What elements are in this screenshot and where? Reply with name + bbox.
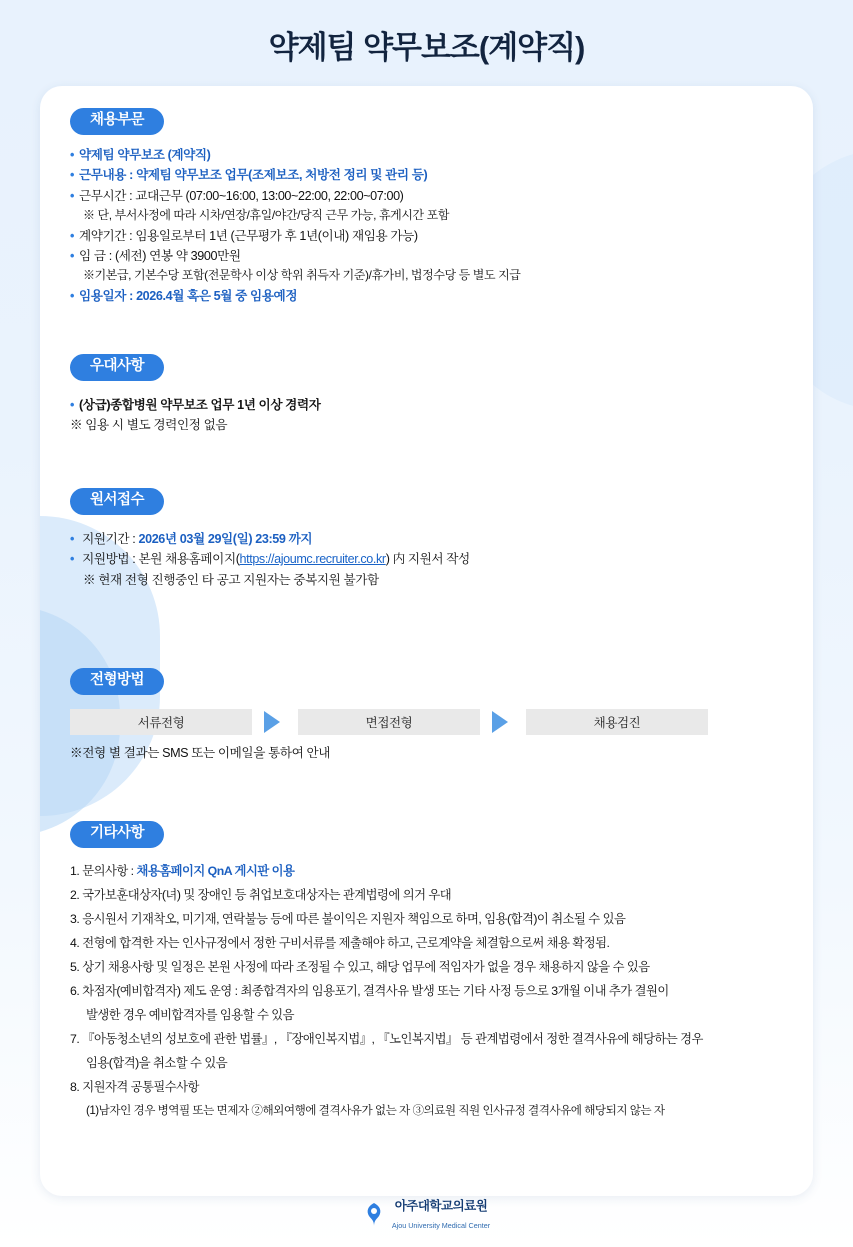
section-etc-title: 기타사항 xyxy=(70,821,164,848)
application-method xyxy=(70,549,790,569)
etc-item-3-num: 3. xyxy=(70,911,80,926)
application-method-post: ) 内 지원서 작성 xyxy=(385,552,470,567)
process-step-2: 면접전형 xyxy=(298,709,480,735)
poster-header xyxy=(0,0,853,65)
section-recruit-body xyxy=(70,145,790,306)
section-application xyxy=(70,488,790,590)
application-period-label: 지원기간 : xyxy=(82,531,139,546)
process-step-3: 채용검진 xyxy=(526,709,708,735)
recruit-line-2: • 근무내용 : 약제팀 약무보조 업무(조제보조, 처방전 정리 및 관리 등) xyxy=(70,165,790,185)
recruit-line-4 xyxy=(70,226,790,246)
recruit-note-2: ※기본급, 기본수당 포함(전문학사 이상 학위 취득자 기준)/휴가비, 법정수당 등 별도 지급 xyxy=(83,268,521,283)
section-process xyxy=(70,668,790,763)
etc-item-5 xyxy=(70,956,800,980)
etc-item-2-num: 2. xyxy=(70,887,80,902)
etc-item-6-text: 차점자(예비합격자) 제도 운영 : 최종합격자의 임용포기, 결격사유 발생 또는 기타 사정 등으로 3개월 이내 추가 결원이 xyxy=(82,983,669,998)
hospital-logo xyxy=(363,1197,490,1233)
section-recruit-title: 채용부문 xyxy=(70,108,164,135)
process-step-1: 서류전형 xyxy=(70,709,252,735)
application-note: ※ 현재 전형 진행중인 타 공고 지원자는 중복지원 불가함 xyxy=(83,572,379,587)
application-period xyxy=(70,529,790,549)
section-preference xyxy=(70,354,790,436)
etc-item-6-cont: 발생한 경우 예비합격자를 임용할 수 있음 xyxy=(86,1007,295,1022)
etc-item-7-num: 7. xyxy=(70,1031,80,1046)
recruit-line-6: • 임용일자 : 2026.4월 혹은 5월 중 임용예정 xyxy=(70,286,790,306)
etc-item-3 xyxy=(70,908,800,932)
etc-item-5-num: 5. xyxy=(70,959,80,974)
etc-item-1-pre: 문의사항 : xyxy=(82,863,137,878)
section-etc xyxy=(70,821,800,1122)
page-title: 약제팀 약무보조(계약직) xyxy=(268,30,585,65)
etc-item-7 xyxy=(70,1028,800,1052)
footer xyxy=(0,1197,853,1233)
etc-item-2-text: 국가보훈대상자(녀) 및 장애인 등 취업보호대상자는 관계법령에 의거 우대 xyxy=(82,887,452,902)
recruit-line-3-text: 근무시간 : 교대근무 (07:00~16:00, 13:00~22:00, 22:00~07:00) xyxy=(79,188,404,203)
recruit-line-3 xyxy=(70,186,790,206)
etc-item-8-text: 지원자격 공통필수사항 xyxy=(82,1079,199,1094)
etc-item-4-text: 전형에 합격한 자는 인사규정에서 정한 구비서류를 제출해야 하고, 근로계약을 체결함으로써 채용 확정됨. xyxy=(82,935,610,950)
etc-item-6 xyxy=(70,980,800,1004)
logo-text-ko: 아주대학교의료원 xyxy=(394,1199,488,1213)
section-application-title: 원서접수 xyxy=(70,488,164,515)
etc-item-8-cont: (1)남자인 경우 병역필 또는 면제자 ②해외여행에 결격사유가 없는 자 ③의료원 직원 인사규정 결격사유에 해당되지 않는 자 xyxy=(86,1103,665,1117)
etc-item-6-num: 6. xyxy=(70,983,80,998)
etc-item-3-text: 응시원서 기재착오, 미기재, 연락불능 등에 따른 불이익은 지원자 책임으로 하며, 임용(합격)이 취소될 수 있음 xyxy=(82,911,626,926)
etc-item-1-strong: 채용홈페이지 QnA 게시판 이용 xyxy=(136,863,295,878)
process-steps xyxy=(70,709,790,735)
section-preference-body xyxy=(70,395,790,436)
recruit-line-4-text: 계약기간 : 임용일로부터 1년 (근무평가 후 1년(이내) 재임용 가능) xyxy=(79,228,418,243)
recruit-line-1: • 약제팀 약무보조 (계약직) xyxy=(70,145,790,165)
section-recruit xyxy=(70,108,790,306)
application-period-value: 2026년 03월 29일(일) 23:59 까지 xyxy=(138,531,313,546)
process-arrow-2-icon xyxy=(480,709,526,735)
etc-item-5-text: 상기 채용사항 및 일정은 본원 사정에 따라 조정될 수 있고, 해당 업무에 적임자가 없을 경우 채용하지 않을 수 있음 xyxy=(82,959,650,974)
etc-item-2 xyxy=(70,884,800,908)
etc-item-1-num: 1. xyxy=(70,863,80,878)
recruit-note-1: ※ 단, 부서사정에 따라 시차/연장/휴일/야간/당직 근무 가능, 휴게시간 포함 xyxy=(83,208,450,223)
etc-item-7-cont: 임용(합격)을 취소할 수 있음 xyxy=(86,1055,228,1070)
section-preference-title: 우대사항 xyxy=(70,354,164,381)
etc-item-1 xyxy=(70,860,800,884)
logo-text xyxy=(392,1197,490,1233)
logo-text-en: Ajou University Medical Center xyxy=(391,1221,491,1230)
application-method-pre: 지원방법 : 본원 채용홈페이지( xyxy=(82,552,240,567)
etc-item-7-text: 『아동청소년의 성보호에 관한 법률』, 『장애인복지법』, 『노인복지법』 등 관계법령에서 정한 결격사유에 해당하는 경우 xyxy=(82,1031,703,1046)
process-note: ※전형 별 결과는 SMS 또는 이메일을 통하여 안내 xyxy=(70,745,330,760)
application-link[interactable]: https://ajoumc.recruiter.co.kr xyxy=(239,552,386,567)
etc-item-4 xyxy=(70,932,800,956)
preference-line-2: ※ 임용 시 별도 경력인정 없음 xyxy=(70,418,228,433)
logo-mark-icon xyxy=(363,1202,385,1228)
section-application-body xyxy=(70,529,790,590)
preference-line-1: • (상급)종합병원 약무보조 업무 1년 이상 경력자 xyxy=(70,395,790,415)
section-etc-body xyxy=(70,860,800,1122)
content-card xyxy=(40,86,813,1196)
section-process-title: 전형방법 xyxy=(70,668,164,695)
recruit-line-5: • 임 금 : (세전) 연봉 약 3900만원 xyxy=(70,246,790,266)
process-arrow-1-icon xyxy=(252,709,298,735)
etc-item-8-num: 8. xyxy=(70,1079,80,1094)
etc-item-8 xyxy=(70,1076,800,1100)
etc-item-4-num: 4. xyxy=(70,935,80,950)
